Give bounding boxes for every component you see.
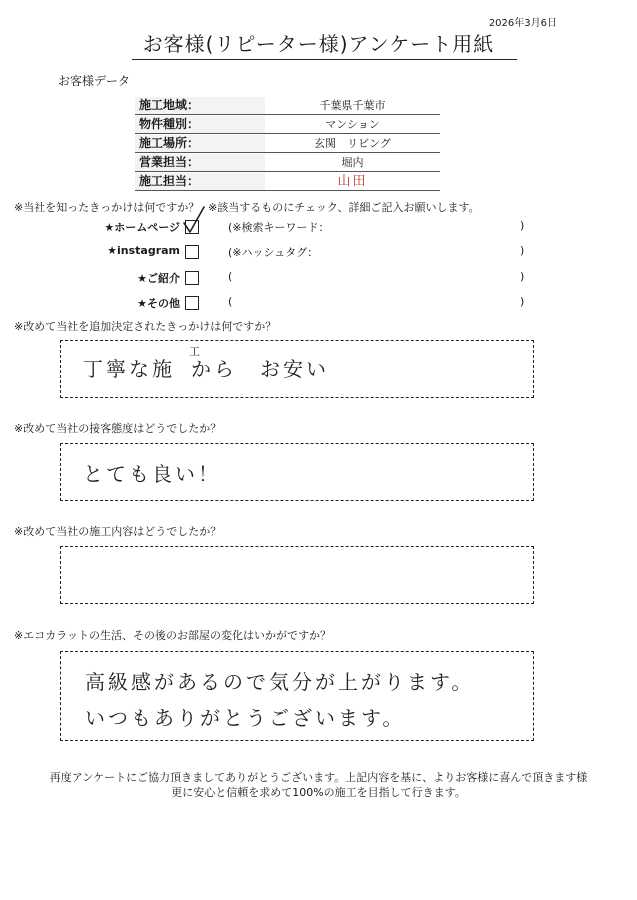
option-checkbox[interactable] (185, 271, 199, 285)
table-row (135, 172, 440, 191)
answer-box-5[interactable] (60, 651, 534, 741)
handwritten-staff-name: 山田 (337, 174, 368, 189)
option-detail: ( (228, 270, 233, 283)
footer-line-2: 更に安心と信頼を求めて100%の施工を目指して行きます。 (171, 786, 466, 799)
footer-line-1: 再度アンケートにご協力頂きましてありがとうございます。上記内容を基に、よりお客様に喜んで頂きます様 (49, 771, 588, 784)
row-key: 物件種別： (135, 116, 265, 133)
option-close-paren: ) (520, 219, 525, 232)
question-2: ※改めて当社を追加決定されたきっかけは何ですか？ (14, 320, 277, 333)
option-label: ★ご紹介 (137, 272, 180, 285)
question-1-hint: ※該当するものにチェック、詳細ご記入お願いします。 (208, 201, 480, 214)
handwritten-answer-2b: から お安い (191, 357, 329, 381)
table-row (135, 153, 440, 172)
answer-box-2[interactable] (60, 340, 534, 398)
table-row (135, 96, 440, 115)
option-row-instagram (0, 244, 637, 266)
checkmark-icon (180, 205, 206, 235)
option-label: ★ホームページ (104, 221, 180, 234)
option-detail: (※ハッシュタグ： (228, 246, 319, 259)
answer-box-3[interactable] (60, 443, 534, 501)
option-row-referral (0, 270, 637, 292)
survey-date: 2026年3月6日 (488, 18, 557, 29)
row-value: マンション (325, 118, 380, 131)
option-row-other (0, 295, 637, 317)
row-key: 営業担当： (135, 154, 265, 171)
row-value: 千葉県千葉市 (319, 99, 386, 112)
answer-box-4[interactable] (60, 546, 534, 604)
question-4: ※改めて当社の施工内容はどうでしたか？ (14, 525, 222, 538)
customer-data-table (135, 96, 440, 191)
option-row-homepage (0, 219, 637, 241)
option-close-paren: ) (520, 295, 525, 308)
row-value: 堀内 (341, 156, 364, 169)
handwritten-answer-5-line2: いつもありがとうございます。 (85, 706, 406, 730)
handwritten-answer-5-line1: 高級感があるので気分が上がります。 (85, 670, 475, 694)
option-detail: ( (228, 295, 233, 308)
option-close-paren: ) (520, 270, 525, 283)
option-detail: (※検索キーワード： (228, 221, 330, 234)
title-underline (132, 59, 517, 60)
handwritten-insert: 工 (189, 345, 200, 358)
option-label: ★その他 (137, 297, 180, 310)
row-key: 施工地域： (135, 97, 265, 114)
row-value (265, 173, 440, 190)
question-1: ※当社を知ったきっかけは何ですか？ (14, 201, 200, 214)
question-3: ※改めて当社の接客態度はどうでしたか？ (14, 422, 222, 435)
row-value: 玄関 リビング (314, 137, 391, 150)
row-key: 施工場所： (135, 135, 265, 152)
table-row (135, 134, 440, 153)
handwritten-answer-3: とても良い！ (83, 462, 221, 486)
option-checkbox[interactable] (185, 245, 199, 259)
handwritten-answer-2a: 丁寧な施 (83, 357, 175, 381)
option-close-paren: ) (520, 244, 525, 257)
page-title: お客様(リピーター様)アンケート用紙 (142, 32, 495, 56)
option-label: ★instagram (107, 244, 180, 257)
customer-data-label: お客様データ (58, 74, 131, 88)
row-key: 施工担当： (135, 173, 265, 190)
table-row (135, 115, 440, 134)
option-checkbox[interactable] (185, 296, 199, 310)
question-5: ※エコカラットの生活、その後のお部屋の変化はいかがですか？ (14, 629, 331, 642)
